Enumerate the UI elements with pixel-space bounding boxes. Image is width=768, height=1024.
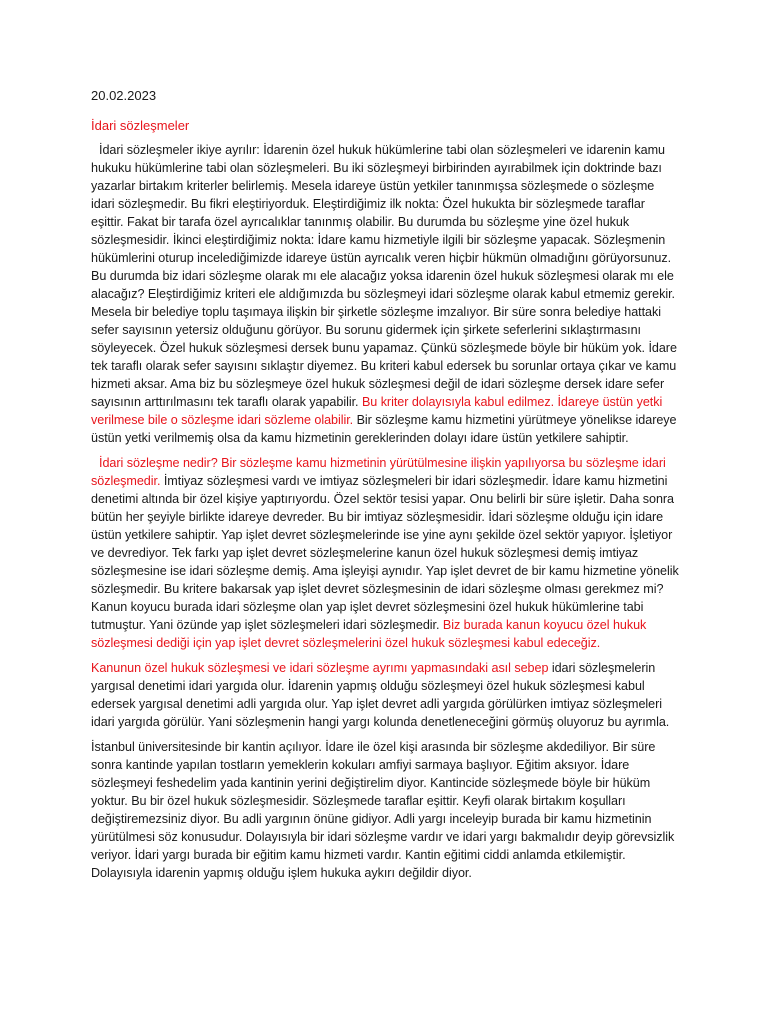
highlighted-text: Bu kriter dolayısıyla kabul edilmez. İdareye üstün yetki verilmese bile o sözleşme idari sözleme olabilir.: [91, 395, 663, 427]
paragraph-text: İdari sözleşmeler ikiye ayrılır: İdarenin özel hukuk hükümlerine tabi olan sözleşmeleri ve idarenin kamu hukuku hükümlerine tabi olan sözleşmeleri. Bu iki sözleşmeyi birbirinden ayırabilmek için doktrinde bazı yazarlar birtakım kriterler belirlemiş. Mesela idareye üstün yetkiler tanınmışsa sözleşmede o sözleşme idari sözleşmedir. Bu fikri eleştiriyorduk. Eleştirdiğimiz ilk nokta: Özel hukukta bir sözleşmede taraflar eşittir. Fakat bir tarafa özel ayrıcalıklar tanınmış olabilir. Bu durumda bu sözleşme yine özel hukuk sözleşmesidir. İkinci eleştirdiğimiz nokta: İdare kamu hizmetiyle ilgili bir sözleşme yapacak. Sözleşmenin hükümlerini oturup incelediğimizde idareye üstün ayrıcalık veren hiçbir hükmün olmadığını görüyorsunuz. Bu durumda biz idari sözleşme olarak mı ele alacağız yoksa idarenin özel hukuk sözleşmesi olarak mı ele alacağız? Eleştirdiğimiz kriteri ele aldığımızda bu sözleşmeyi idari sözleşme olarak kabul etmemiz gerekir. Mesela bir belediye toplu taşımaya ilişkin bir şirketle sözleşme imzalıyor. Bir süre sonra belediye hattaki sefer sayısının yetersiz olduğunu görüyor. Bu sorunu gidermek için şirkete seferlerini sıklaştırmasını söyleyecek. Özel hukuk sözleşmesi dersek bunu yapamaz. Çünkü sözleşmede böyle bir hüküm yok. İdare tek taraflı olarak sefer sayısını sıklaştır diyemez. Bu kriteri kabul edersek bu sorunlar ortaya çıkar ve kamu hizmeti aksar. Ama biz bu sözleşmeye özel hukuk sözleşmesi değil de idari sözleşme dersek idare sefer sayısının arttırılmasını tek taraflı olarak yapabilir.: [91, 143, 677, 409]
highlighted-text: İdari sözleşme nedir? Bir sözleşme kamu hizmetinin yürütülmesine ilişkin yapılıyorsa bu sözleşme idari sözleşmedir.: [91, 456, 666, 488]
paragraph-text: İmtiyaz sözleşmesi vardı ve imtiyaz sözleşmeleri bir idari sözleşmedir. İdare kamu hizmetini denetimi altında bir özel kişiye yaptırıyordu. Özel sektör tesisi yapar. Onu belirli bir süre işletir. Daha sonra bütün her şeyiyle birlikte idareye devreder. Bu bir imtiyaz sözleşmesidir. İdari sözleşme olduğu için idare üstün yetkilere sahiptir. Yap işlet devret sözleşmelerinde ise yine aynı şekilde özel sektör yapıyor. İşletiyor ve devrediyor. Tek farkı yap işlet devret sözleşmelerine kanun özel hukuk sözleşmesi demiş imtiyaz sözleşmesine ise idari sözleşme demiş. Ama işleyişi aynıdır. Yap işlet devret de bir kamu hizmetine yönelik sözleşmedir. Bu kritere bakarsak yap işlet devret sözleşmesinin de idari sözleşme olması gerekmez mi? Kanun koyucu burada idari sözleşme olan yap işlet devret sözleşmesini özel hukuk hükümlerine tabi tutmuştur. Yani özünde yap işlet sözleşmeleri idari sözleşmedir.: [91, 474, 679, 632]
paragraph: [91, 454, 680, 652]
paragraph: [91, 141, 680, 447]
paragraph-text: Bir sözleşme kamu hizmetini yürütmeye yönelikse idareye üstün yetki verilmemiş olsa da kamu hizmetinin gereklerinden dolayı idare üstün yetkilere sahiptir.: [91, 413, 677, 445]
paragraph: [91, 659, 680, 731]
highlighted-text: Biz burada kanun koyucu özel hukuk sözleşmesi dediği için yap işlet devret sözleşmelerini özel hukuk sözleşmesi kabul edeceğiz.: [91, 618, 647, 650]
paragraph-text: İstanbul üniversitesinde bir kantin açılıyor. İdare ile özel kişi arasında bir sözleşme akdediliyor. Bir süre sonra kantinde yapılan tostların yemeklerin kokuları amfiyi sarmaya başlıyor. Eğitim aksıyor. İdare sözleşmeyi feshedelim yada kantinin yerini değiştirelim diyor. Kantincide sözleşmede böyle bir hüküm yoktur. Bu bir özel hukuk sözleşmesidir. Sözleşmede taraflar eşittir. Keyfi olarak birtakım koşulları değiştiremezsiniz diyor. Bu adli yargının önüne gidiyor. Adli yargı inceleyip burada bir kamu hizmetinin yürütülmesi söz konusudur. Dolayısıyla bir idari sözleşme vardır ve idari yargı bakmalıdır deyip görevsizlik veriyor. İdari yargı burada bir eğitim kamu hizmeti vardır. Kantin eğitimi ciddi anlamda etkilemiştir. Dolayısıyla idarenin yapmış olduğu işlem hukuka aykırı değildir diyor.: [91, 740, 675, 880]
paragraph: [91, 738, 680, 882]
paragraph-text: idari sözleşmelerin yargısal denetimi idari yargıda olur. İdarenin yapmış olduğu sözleşmeyi özel hukuk sözleşmesi kabul edersek yargısal denetimi adli yargıda olur. Yap işlet devret adli yargıda görülürken imtiyaz sözleşmeleri idari yargıda görülür. Yani sözleşmenin hangi yargı kolunda denetleneceğini görmüş oluyoruz bu ayrımla.: [91, 661, 670, 729]
document-date: 20.02.2023: [91, 88, 157, 103]
document-body: [91, 141, 680, 882]
highlighted-text: Kanunun özel hukuk sözleşmesi ve idari sözleşme ayrımı yapmasındaki asıl sebep: [91, 661, 549, 675]
document-heading: İdari sözleşmeler: [91, 118, 190, 133]
